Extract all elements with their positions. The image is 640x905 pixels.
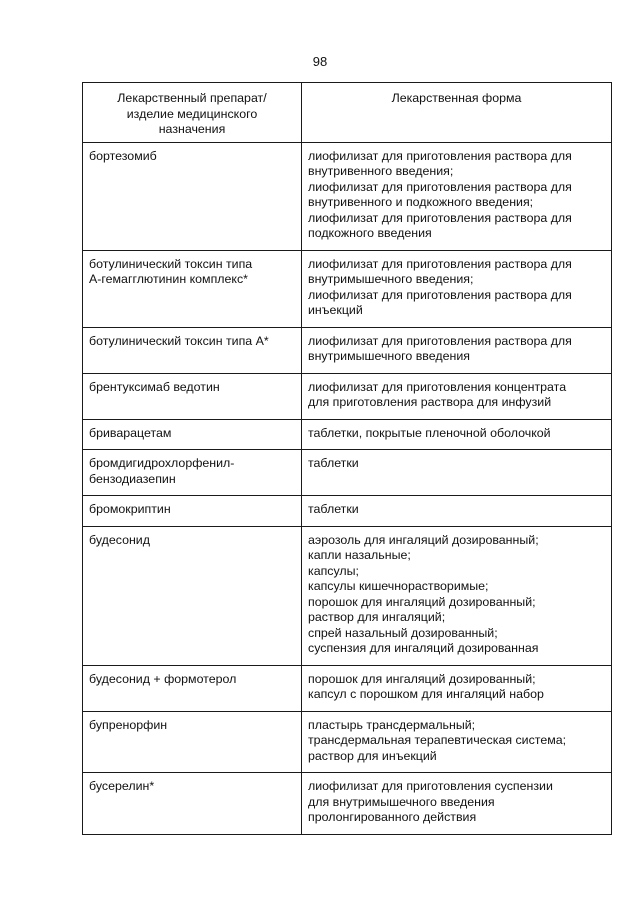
dosage-form-cell bbox=[302, 450, 612, 496]
cell-line: бусерелин* bbox=[89, 779, 155, 793]
cell-line: лиофилизат для приготовления раствора для bbox=[308, 256, 572, 271]
table-row bbox=[83, 250, 612, 327]
cell-line: капсулы; bbox=[308, 563, 359, 578]
dosage-form-cell bbox=[302, 665, 612, 711]
cell-line: капсул с порошком для ингаляций набор bbox=[308, 687, 544, 701]
cell-line: Лекарственный препарат/ bbox=[117, 91, 267, 105]
cell-line: раствор для инъекций bbox=[308, 748, 437, 763]
header-drug-name bbox=[83, 83, 302, 143]
cell-line: бупренорфин bbox=[89, 717, 168, 732]
cell-line: инъекций bbox=[308, 303, 363, 317]
cell-line: бортезомиб bbox=[89, 148, 157, 163]
cell-line: для приготовления раствора для инфузий bbox=[308, 395, 552, 409]
dosage-form-cell bbox=[302, 496, 612, 527]
cell-line: внутримышечного введения; bbox=[308, 272, 474, 286]
drug-name-cell bbox=[83, 450, 302, 496]
cell-line: А-гемагглютинин комплекс* bbox=[89, 272, 248, 286]
dosage-form-cell bbox=[302, 373, 612, 419]
cell-line: пластырь трансдермальный; bbox=[308, 717, 476, 732]
cell-line: таблетки bbox=[308, 502, 359, 516]
cell-line: таблетки bbox=[308, 456, 359, 470]
cell-line: будесонид bbox=[89, 532, 150, 547]
cell-line: брентуксимаб ведотин bbox=[89, 379, 220, 394]
drug-name-cell bbox=[83, 327, 302, 373]
cell-line: лиофилизат для приготовления концентрата bbox=[308, 379, 567, 394]
cell-line: лиофилизат для приготовления раствора для bbox=[308, 333, 572, 348]
page-number: 98 bbox=[312, 54, 328, 69]
cell-line: капли назальные; bbox=[308, 548, 411, 562]
table-body bbox=[83, 142, 612, 834]
table-row bbox=[83, 526, 612, 665]
cell-line: подкожного введения bbox=[308, 226, 432, 240]
cell-line: ботулинический токсин типа bbox=[89, 256, 253, 271]
cell-line: бензодиазепин bbox=[89, 471, 176, 486]
cell-line: бромдигидрохлорфенил- bbox=[89, 456, 235, 470]
drug-name-cell bbox=[83, 373, 302, 419]
table-row bbox=[83, 327, 612, 373]
cell-line: лиофилизат для приготовления раствора для bbox=[308, 287, 572, 302]
drug-table bbox=[82, 82, 612, 835]
drug-name-cell bbox=[83, 711, 302, 773]
drug-name-cell bbox=[83, 526, 302, 665]
cell-line: суспензия для ингаляций дозированная bbox=[308, 641, 539, 655]
cell-line: для внутримышечного введения bbox=[308, 794, 495, 809]
drug-name-cell bbox=[83, 496, 302, 527]
cell-line: капсулы кишечнорастворимые; bbox=[308, 579, 489, 593]
table-row bbox=[83, 450, 612, 496]
cell-line: лиофилизат для приготовления суспензии bbox=[308, 779, 553, 793]
header-dosage-form bbox=[302, 83, 612, 143]
cell-line: трансдермальная терапевтическая система; bbox=[308, 733, 567, 747]
table-row bbox=[83, 419, 612, 450]
cell-line: таблетки, покрытые пленочной оболочкой bbox=[308, 425, 551, 440]
table-row bbox=[83, 373, 612, 419]
cell-line: аэрозоль для ингаляций дозированный; bbox=[308, 532, 539, 547]
cell-line: бромокриптин bbox=[89, 502, 171, 516]
cell-line: порошок для ингаляций дозированный; bbox=[308, 671, 536, 686]
drug-name-cell bbox=[83, 665, 302, 711]
dosage-form-cell bbox=[302, 773, 612, 835]
table-header-row bbox=[83, 83, 612, 143]
dosage-form-cell bbox=[302, 327, 612, 373]
cell-line: лиофилизат для приготовления раствора для bbox=[308, 179, 572, 194]
cell-line: раствор для ингаляций; bbox=[308, 610, 446, 624]
dosage-form-cell bbox=[302, 711, 612, 773]
dosage-form-cell bbox=[302, 250, 612, 327]
cell-line: внутривенного и подкожного введения; bbox=[308, 195, 534, 209]
cell-line: изделие медицинского bbox=[126, 106, 258, 121]
cell-line: порошок для ингаляций дозированный; bbox=[308, 594, 536, 609]
table-row bbox=[83, 711, 612, 773]
cell-line: спрей назальный дозированный; bbox=[308, 625, 498, 640]
dosage-form-cell bbox=[302, 526, 612, 665]
table-row bbox=[83, 773, 612, 835]
table-row bbox=[83, 142, 612, 250]
cell-line: лиофилизат для приготовления раствора для bbox=[308, 148, 572, 163]
dosage-form-cell bbox=[302, 419, 612, 450]
cell-line: Лекарственная форма bbox=[391, 91, 522, 105]
table-row bbox=[83, 665, 612, 711]
cell-line: пролонгированного действия bbox=[308, 810, 477, 824]
cell-line: внутримышечного введения bbox=[308, 349, 470, 363]
cell-line: ботулинический токсин типа А* bbox=[89, 333, 269, 348]
drug-name-cell bbox=[83, 250, 302, 327]
drug-name-cell bbox=[83, 142, 302, 250]
cell-line: бриварацетам bbox=[89, 425, 172, 440]
cell-line: будесонид + формотерол bbox=[89, 671, 237, 686]
dosage-form-cell bbox=[302, 142, 612, 250]
drug-name-cell bbox=[83, 773, 302, 835]
table-row bbox=[83, 496, 612, 527]
cell-line: внутривенного введения; bbox=[308, 164, 454, 178]
drug-name-cell bbox=[83, 419, 302, 450]
cell-line: назначения bbox=[158, 122, 226, 136]
cell-line: лиофилизат для приготовления раствора для bbox=[308, 210, 572, 225]
